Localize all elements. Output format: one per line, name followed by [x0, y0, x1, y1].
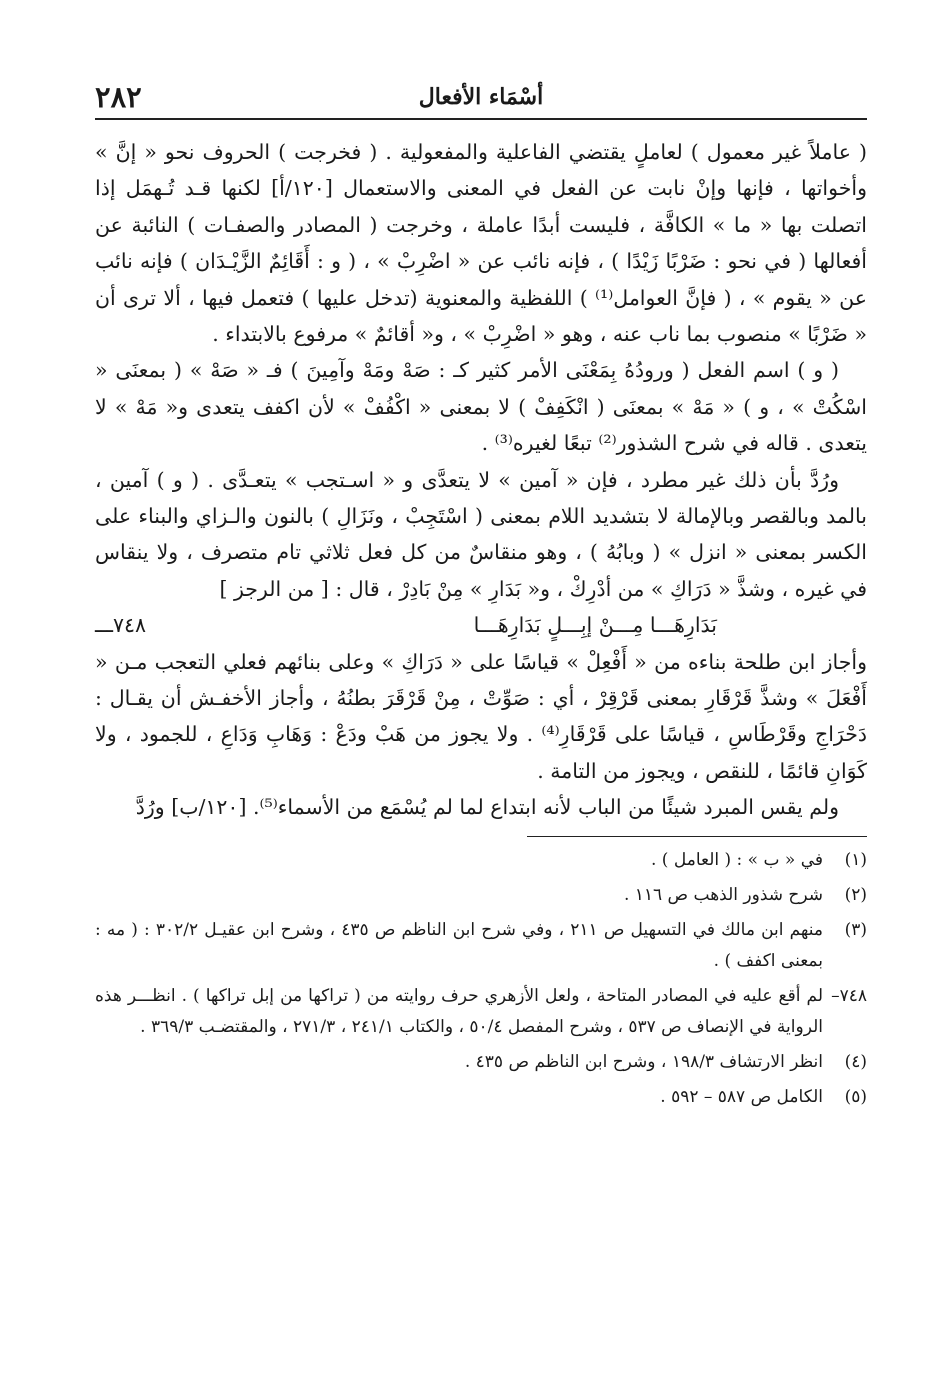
verse-number: ٧٤٨ـــ: [95, 613, 147, 638]
text-line: ( بمعنَى « اسْكُتْ » ، و ) « مَهْ » بمعنَى ( انْكَفِفْ ) لا بمعنى « اكْفُفْ » لأن اكفف يتعدى: [95, 358, 867, 419]
footnote-number: (٤): [844, 1051, 867, 1072]
footnote-divider: [527, 836, 867, 837]
paragraph-3: [95, 462, 867, 608]
text-line: ولم يقس المبرد شيئًا من الباب لأنه ابتداع لما لم يُسْمَع من الأسماء⁽⁵⁾. [١٢٠/ب] ورُدَّ: [135, 795, 839, 820]
paragraph-5: [95, 789, 867, 825]
text-line: ولا ينقاس في غيره ، وشذَّ « دَرَاكِ » من أدْرِكْ ، و« بَدَارِ » مِنْ بَادِرْ ، قال : [ من الرجز ]: [95, 540, 867, 601]
text-line: فإنه نائب عن « يقوم » ، ( فإنَّ العوامل⁽¹⁾ ) اللفظية والمعنوية (تدخل عليها ) فتعمل فيها ،: [95, 249, 867, 310]
text-line: « أَفْعَلَ » وشذَّ قَرْقَارِ بمعنى قَرْقِرْ ، أي : صَوِّتْ ، مِنْ قَرْقَرَ بطنُهُ ، وأجاز الأخفـش أن يقـال :: [95, 649, 867, 711]
text-line: ( و ) اسم الفعل ( ورودُهُ بِمَعْنَى الأمر كثير كـ : صَهْ ومَهْ وآمِينَ ) فـ « صَهْ »: [189, 358, 839, 383]
footnote: [95, 915, 867, 977]
footnote: [95, 1047, 867, 1078]
page-number: ٢٨٢: [95, 80, 142, 114]
footnote-number: (٣): [844, 919, 867, 940]
running-title: أسْمَاء الأفعال: [418, 84, 544, 110]
text-line: ( عاملاً غير معمول ) لعاملٍ يقتضي الفاعلية والمفعولية . ( فخرجت ) الحروف نحو « إنَّ »: [95, 140, 867, 164]
footnote-number: (٢): [844, 884, 867, 905]
footnote-text: شرح شذور الذهب ص ١١٦ .: [623, 884, 823, 905]
footnote-number: (١): [844, 849, 867, 870]
verse-text: بَدَارِهَـــا مِـــنْ إبِـــلٍ بَدَارِهَـــا: [473, 613, 717, 638]
text-line: والبناء على الكسر بمعنى « انزل » ( وبابُهُ ) ، وهو منقاسٌ من كل فعل ثلاثي تام متصرف ،: [95, 504, 867, 565]
text-line: دَحْرَاجِ وقَرْطَاسِ ، قياسًا على قَرْقَارِ⁽⁴⁾ . ولا يجوز من هَبْ ودَعْ : وَهَابِ وَدَاعِ ، للجمود ، ولا: [95, 722, 868, 747]
footnote-number: ٧٤٨–: [831, 985, 867, 1006]
text-line: عن أفعالها ( في نحو : ضَرْبًا زَيْدًا ) ، فإنه نائب عن « اضْرِبْ » ، ( و : أَقَائِمٌ الزَّيْـدَان ): [95, 212, 867, 274]
footnotes: [95, 845, 867, 1113]
body-text: [95, 134, 867, 826]
footnote-number: (٥): [844, 1086, 867, 1107]
text-line: آمين ، بالمد وبالقصر وبالإمالة لا بتشديد اللام بمعنى ( اسْتَجِبْ ، ونَزَالِ ) بالنون والـزاي: [95, 467, 867, 529]
footnote-text: منهم ابن مالك في التسهيل ص ٢١١ ، وفي شرح ابن الناظم ص ٤٣٥ ، وشرح ابن عقيـل ٣٠٢/٢ : ( مه : بمعنى اكفف ) .: [95, 919, 823, 971]
footnote: [95, 880, 867, 911]
footnote-text: لم أقع عليه في المصادر المتاحة ، ولعل الأزهري حرف روايته من ( تراكها من إبل تراكها ) . انظـــر هذه الرواية في الإنصاف ص ٥٣٧ ، وشرح المفصل ٥٠/٤ ، والكتاب ٢٤١/١ ، ٢٧١/٣ ، والمقتضـب ٣٦٩/٣ .: [95, 985, 823, 1037]
text-line: اتصلت بها « ما » الكافَّة ، فليست أبدًا عاملة ، وخرجت ( المصادر والصفـات ) النائبة: [131, 212, 867, 237]
footnote: [95, 981, 867, 1043]
verse-line: [95, 607, 867, 643]
text-line: و« مَهْ » لا يتعدى . قاله في شرح الشذور⁽²⁾ تبعًا لغيره⁽³⁾ .: [95, 394, 867, 456]
footnote-text: في « ب » : ( العامل ) .: [651, 849, 823, 870]
text-line: كَوَانِ قائمًا ، للنقص ، ويجوز من التامة .: [537, 758, 867, 783]
text-line: وأخواتها ، فإنها وإنْ نابت عن الفعل في المعنى والاستعمال [١٢٠/أ] لكنها قـد تُـهمَل إذا: [95, 176, 867, 201]
footnote: [95, 1082, 867, 1113]
footnote: [95, 845, 867, 876]
paragraph-2: [95, 352, 867, 461]
text-line: ورُدَّ بأن ذلك غير مطرد ، فإن « آمين » لا يتعدَّى و « اسـتجب » يتعـدَّى . ( و ): [156, 467, 839, 492]
text-line: ألا ترى أن « ضَرْبًا » منصوب بما ناب عنه ، وهو « اضْرِبْ » ، و« أقائمٌ » مرفوع بالابتداء .: [95, 285, 867, 347]
text-line: وأجاز ابن طلحة بناءه من « أَفْعِلْ » قياسًا على « دَرَاكِ » وعلى بنائهم فعلي التعجب مـن: [114, 649, 867, 674]
footnote-text: انظر الارتشاف ١٩٨/٣ ، وشرح ابن الناظم ص ٤٣٥ .: [464, 1051, 823, 1072]
footnote-text: الكامل ص ٥٨٧ – ٥٩٢ .: [660, 1086, 823, 1107]
paragraph-4: [95, 644, 867, 790]
document-page: [95, 78, 867, 1117]
paragraph-1: [95, 134, 867, 352]
page-header: [95, 78, 867, 120]
